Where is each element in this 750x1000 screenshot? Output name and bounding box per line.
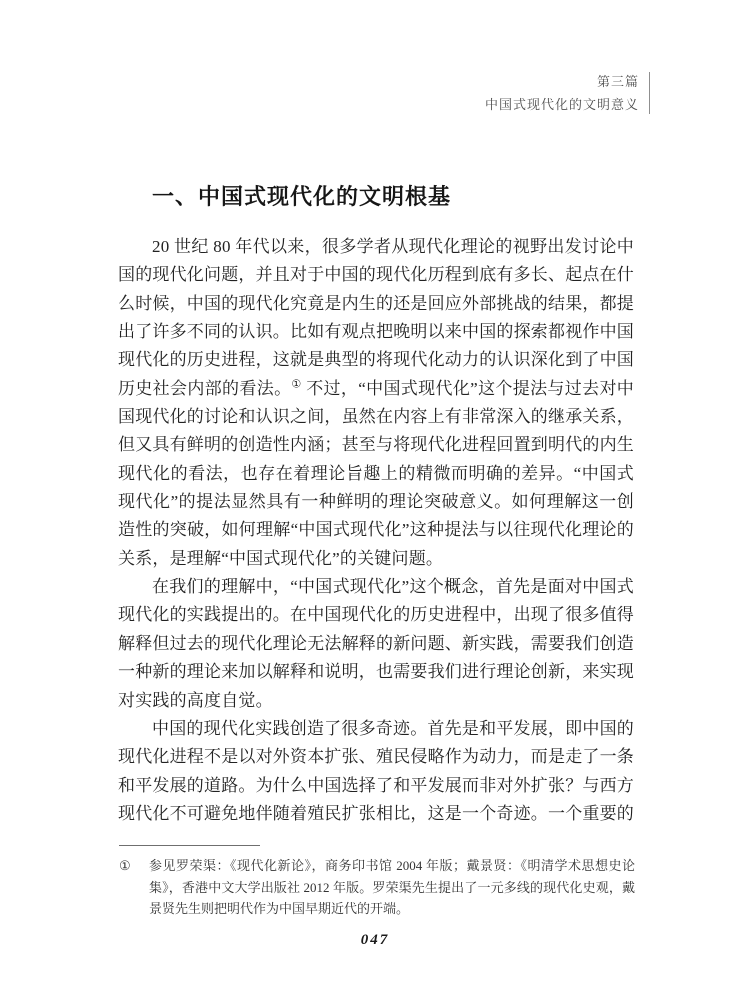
- part-title: 中国式现代化的文明意义: [484, 97, 639, 112]
- running-header: [485, 70, 650, 116]
- footnote-reference-1: ①: [291, 378, 302, 391]
- body-text: [118, 233, 634, 828]
- part-label: 第三篇: [596, 74, 639, 89]
- paragraph-2: 在我们的理解中，“中国式现代化”这个概念，首先是面对中国式现代化的实践提出的。在中国现代化的历史进程中，出现了很多值得解释但过去的现代化理论无法解释的新问题、新实践，需要我们创造一种新的理论来加以解释和说明，也需要我们进行理论创新，来实现对实践的高度自觉。: [118, 577, 634, 710]
- paragraph-3: 中国的现代化实践创造了很多奇迹。首先是和平发展，即中国的现代化进程不是以对外资本扩张、殖民侵略作为动力，而是走了一条和平发展的道路。为什么中国选择了和平发展而非对外扩张？与西方现代化不可避免地伴随着殖民扩张相比，这是一个奇迹。一个重要的: [118, 718, 634, 823]
- footnote-separator-rule: [119, 845, 260, 846]
- footnote-text: 参见罗荣渠：《现代化新论》，商务印书馆 2004 年版；戴景贤：《明清学术思想史论集》，香港中文大学出版社 2012 年版。罗荣渠先生提出了一元多线的现代化史观，戴景贤先生则把明代作为中国早期近代的开端。: [149, 858, 635, 916]
- paragraph-1: [118, 233, 634, 573]
- paragraph-1-text-after-note: 不过，“中国式现代化”这个提法与过去对中国现代化的讨论和认识之间，虽然在内容上有非常深入的继承关系，但又具有鲜明的创造性内涵；甚至与将现代化进程回置到明代的内生现代化的看法，也存在着理论旨趣上的精微而明确的差异。“中国式现代化”的提法显然具有一种鲜明的理论突破意义。如何理解这一创造性的突破，如何理解“中国式现代化”这种提法与以往现代化理论的关系，是理解“中国式现代化”的关键问题。: [118, 378, 634, 568]
- header-vertical-rule: [649, 72, 650, 114]
- footnote-marker: ①: [119, 858, 131, 873]
- running-header-text: [485, 70, 649, 116]
- page-number: 047: [360, 932, 390, 948]
- footnote: [119, 855, 635, 920]
- section-title: 一、中国式现代化的文明根基: [152, 184, 452, 209]
- paragraph-1-text-before-note: 20 世纪 80 年代以来，很多学者从现代化理论的视野出发讨论中国的现代化问题，并且对于中国的现代化历程到底有多长、起点在什么时候，中国的现代化究竟是内生的还是回应外部挑战的结果，都提出了许多不同的认识。比如有观点把晚明以来中国的探索都视作中国现代化的历史进程，这就是典型的将现代化动力的认识深化到了中国历史社会内部的看法。: [118, 237, 634, 398]
